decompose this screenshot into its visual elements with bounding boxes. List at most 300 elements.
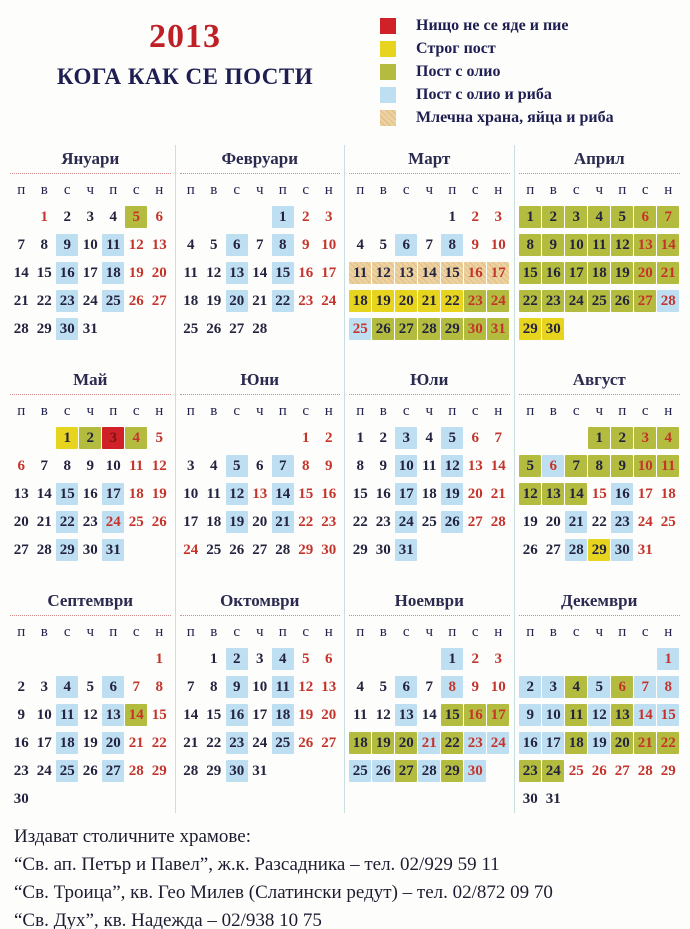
weekday-header: в (210, 182, 218, 198)
weekday-header-row (347, 180, 512, 200)
empty-cell (125, 648, 147, 670)
weekday-header: н (155, 403, 164, 419)
day-cell: 16 (611, 483, 633, 505)
day-cell: 25 (568, 763, 584, 779)
day-cell: 25 (206, 542, 222, 558)
day-cell: 7 (132, 679, 140, 695)
day-cell: 12 (206, 265, 222, 281)
day-cell: 24 (487, 732, 509, 754)
day-cell: 28 (490, 514, 506, 530)
day-cell: 3 (187, 458, 195, 474)
empty-cell (249, 206, 271, 228)
day-cell: 5 (379, 679, 387, 695)
day-cell: 18 (102, 262, 124, 284)
day-cell: 21 (13, 293, 29, 309)
day-cell: 8 (302, 458, 310, 474)
day-cell: 28 (183, 763, 199, 779)
empty-cell (226, 427, 248, 449)
weekday-header: н (324, 403, 333, 419)
day-cell: 11 (565, 704, 587, 726)
empty-cell (372, 648, 394, 670)
legend-item-fish (380, 85, 614, 104)
weekday-header: с (233, 182, 241, 198)
weekday-header: в (549, 182, 557, 198)
day-cell: 9 (519, 704, 541, 726)
weekday-header-row (8, 622, 173, 642)
oil-color-swatch (380, 64, 396, 80)
day-cell: 25 (349, 760, 371, 782)
day-cell: 18 (183, 293, 199, 309)
day-cell: 2 (302, 209, 310, 225)
day-cell: 14 (36, 486, 52, 502)
day-cell: 22 (298, 514, 314, 530)
day-cell: 11 (422, 458, 437, 474)
weekday-header: н (494, 182, 503, 198)
weekday-header: н (324, 182, 333, 198)
day-cell: 8 (657, 676, 679, 698)
day-cell: 13 (13, 486, 29, 502)
weekday-header: п (17, 182, 26, 198)
day-cell: 18 (128, 486, 144, 502)
month-name: Декември (519, 591, 681, 616)
day-cell: 27 (321, 735, 337, 751)
day-cell: 8 (40, 237, 48, 253)
day-cell: 19 (82, 735, 98, 751)
day-cell: 7 (256, 237, 264, 253)
weekday-header: с (572, 624, 580, 640)
weekday-header: с (402, 624, 410, 640)
day-cell: 10 (490, 237, 506, 253)
day-cell: 1 (210, 651, 218, 667)
weekday-header: н (155, 624, 164, 640)
day-cell: 22 (56, 511, 78, 533)
day-cell: 21 (490, 486, 506, 502)
day-cell: 30 (464, 318, 486, 340)
day-cell: 7 (187, 679, 195, 695)
weekday-header: п (618, 182, 627, 198)
weekday-header: с (402, 182, 410, 198)
month-7 (345, 366, 515, 587)
empty-cell (10, 206, 32, 228)
day-cell: 13 (611, 704, 633, 726)
day-cell: 4 (588, 206, 610, 228)
day-cell: 1 (302, 430, 310, 446)
day-cell: 27 (634, 290, 656, 312)
day-cell: 26 (151, 514, 167, 530)
day-cell: 14 (272, 483, 294, 505)
weekday-header-row (178, 401, 343, 421)
legend-item-dairy (380, 108, 614, 127)
day-cell: 24 (565, 290, 587, 312)
month-days (178, 645, 343, 785)
day-cell: 8 (155, 679, 163, 695)
weekday-header: с (63, 624, 71, 640)
day-cell: 29 (56, 539, 78, 561)
empty-cell (180, 206, 202, 228)
day-cell: 4 (109, 209, 117, 225)
day-cell: 28 (252, 321, 268, 337)
empty-cell (542, 648, 564, 670)
day-cell: 18 (565, 732, 587, 754)
weekday-header: п (186, 182, 195, 198)
day-cell: 27 (467, 514, 483, 530)
weekday-header-row (347, 622, 512, 642)
month-days (347, 645, 512, 785)
day-cell: 15 (206, 707, 222, 723)
empty-cell (565, 427, 587, 449)
day-cell: 15 (272, 262, 294, 284)
day-cell: 3 (494, 651, 502, 667)
day-cell: 23 (542, 290, 564, 312)
month-days (517, 424, 683, 564)
day-cell: 11 (56, 704, 78, 726)
day-cell: 2 (471, 651, 479, 667)
empty-cell (33, 648, 55, 670)
empty-cell (272, 427, 294, 449)
footer (0, 813, 690, 929)
weekday-header-row (517, 180, 683, 200)
month-days (347, 424, 512, 564)
day-cell: 5 (441, 427, 463, 449)
day-cell: 1 (441, 648, 463, 670)
day-cell: 15 (441, 262, 463, 284)
day-cell: 6 (471, 430, 479, 446)
day-cell: 6 (634, 206, 656, 228)
day-cell: 13 (467, 458, 483, 474)
day-cell: 15 (36, 265, 52, 281)
day-cell: 11 (353, 707, 368, 723)
day-cell: 4 (210, 458, 218, 474)
day-cell: 16 (464, 262, 486, 284)
weekday-header: п (356, 624, 365, 640)
day-cell: 6 (611, 676, 633, 698)
day-cell: 22 (272, 290, 294, 312)
day-cell: 26 (128, 293, 144, 309)
day-cell: 3 (494, 209, 502, 225)
month-name: Ноември (349, 591, 510, 616)
day-cell: 28 (418, 318, 440, 340)
month-name: Май (10, 370, 171, 395)
day-cell: 24 (36, 763, 52, 779)
day-cell: 13 (634, 234, 656, 256)
day-cell: 22 (657, 732, 679, 754)
day-cell: 12 (372, 262, 394, 284)
weekday-header-row (517, 401, 683, 421)
day-cell: 8 (272, 234, 294, 256)
month-12 (515, 587, 685, 813)
weekday-header: в (379, 624, 387, 640)
day-cell: 27 (395, 318, 417, 340)
day-cell: 19 (588, 732, 610, 754)
day-cell: 1 (56, 427, 78, 449)
day-cell: 15 (56, 483, 78, 505)
empty-cell (102, 648, 124, 670)
weekday-header: ч (86, 182, 95, 198)
weekday-header: п (109, 624, 118, 640)
day-cell: 6 (542, 455, 564, 477)
weekday-header: п (278, 182, 287, 198)
day-cell: 21 (565, 511, 587, 533)
day-cell: 30 (611, 539, 633, 561)
day-cell: 20 (395, 732, 417, 754)
weekday-header-row (8, 401, 173, 421)
weekday-header: с (572, 403, 580, 419)
weekday-header: ч (425, 182, 434, 198)
day-cell: 18 (349, 290, 371, 312)
day-cell: 12 (151, 458, 167, 474)
day-cell: 1 (588, 427, 610, 449)
day-cell: 15 (519, 262, 541, 284)
day-cell: 18 (660, 486, 676, 502)
weekday-header: с (641, 182, 649, 198)
day-cell: 12 (441, 455, 463, 477)
weekday-header: в (210, 403, 218, 419)
day-cell: 8 (356, 458, 364, 474)
fish-color-swatch (380, 87, 396, 103)
day-cell: 2 (611, 427, 633, 449)
day-cell: 10 (542, 704, 564, 726)
empty-cell (418, 206, 440, 228)
day-cell: 13 (226, 262, 248, 284)
legend-label: Млечна храна, яйца и риба (416, 108, 614, 126)
day-cell: 11 (206, 486, 221, 502)
weekday-header-row (8, 180, 173, 200)
day-cell: 19 (151, 486, 167, 502)
day-cell: 7 (565, 455, 587, 477)
day-cell: 16 (464, 704, 486, 726)
day-cell: 1 (272, 206, 294, 228)
month-name: Март (349, 149, 510, 174)
day-cell: 23 (321, 514, 337, 530)
day-cell: 12 (375, 707, 391, 723)
day-cell: 18 (421, 486, 437, 502)
day-cell: 28 (657, 290, 679, 312)
day-cell: 23 (519, 760, 541, 782)
day-cell: 23 (226, 732, 248, 754)
legend-label: Пост с олио и риба (416, 85, 552, 103)
empty-cell (349, 206, 371, 228)
empty-cell (372, 206, 394, 228)
day-cell: 27 (151, 293, 167, 309)
day-cell: 25 (56, 760, 78, 782)
weekday-header: п (17, 403, 26, 419)
empty-cell (519, 648, 541, 670)
month-days (8, 645, 173, 813)
weekday-header: п (448, 182, 457, 198)
day-cell: 15 (591, 486, 607, 502)
weekday-header: п (448, 403, 457, 419)
day-cell: 12 (82, 707, 98, 723)
day-cell: 22 (206, 735, 222, 751)
day-cell: 20 (545, 514, 561, 530)
dairy-color-swatch (380, 110, 396, 126)
day-cell: 2 (17, 679, 25, 695)
day-cell: 15 (352, 486, 368, 502)
weekday-header: с (641, 624, 649, 640)
day-cell: 7 (425, 237, 433, 253)
day-cell: 3 (40, 679, 48, 695)
empty-cell (519, 427, 541, 449)
month-1 (6, 145, 176, 366)
day-cell: 23 (611, 511, 633, 533)
day-cell: 14 (490, 458, 506, 474)
day-cell: 24 (82, 293, 98, 309)
empty-cell (418, 648, 440, 670)
day-cell: 25 (421, 514, 437, 530)
day-cell: 19 (226, 511, 248, 533)
weekday-header: ч (255, 624, 264, 640)
weekday-header: с (402, 403, 410, 419)
day-cell: 6 (17, 458, 25, 474)
day-cell: 21 (418, 732, 440, 754)
day-cell: 21 (128, 735, 144, 751)
day-cell: 18 (206, 514, 222, 530)
day-cell: 14 (183, 707, 199, 723)
title-block (0, 12, 380, 131)
day-cell: 4 (272, 648, 294, 670)
day-cell: 14 (634, 704, 656, 726)
month-name: Октомври (180, 591, 341, 616)
day-cell: 21 (36, 514, 52, 530)
day-cell: 23 (298, 293, 314, 309)
day-cell: 22 (36, 293, 52, 309)
day-cell: 5 (588, 676, 610, 698)
day-cell: 11 (588, 234, 610, 256)
day-cell: 28 (128, 763, 144, 779)
day-cell: 17 (487, 704, 509, 726)
day-cell: 20 (634, 262, 656, 284)
day-cell: 15 (657, 704, 679, 726)
day-cell: 15 (441, 704, 463, 726)
day-cell: 9 (471, 237, 479, 253)
day-cell: 20 (102, 732, 124, 754)
month-days (517, 645, 683, 813)
day-cell: 1 (657, 648, 679, 670)
weekday-header: с (641, 403, 649, 419)
day-cell: 18 (349, 732, 371, 754)
day-cell: 5 (302, 651, 310, 667)
day-cell: 9 (379, 458, 387, 474)
footer-church-line-1: “Св. ап. Петър и Павел”, ж.к. Разсадника – тел. 02/929 59 11 (14, 854, 500, 875)
day-cell: 21 (634, 732, 656, 754)
day-cell: 4 (657, 427, 679, 449)
day-cell: 25 (128, 514, 144, 530)
day-cell: 31 (252, 763, 268, 779)
day-cell: 5 (86, 679, 94, 695)
day-cell: 3 (542, 676, 564, 698)
day-cell: 15 (151, 707, 167, 723)
day-cell: 12 (226, 483, 248, 505)
day-cell: 2 (519, 676, 541, 698)
day-cell: 17 (565, 262, 587, 284)
empty-cell (395, 206, 417, 228)
day-cell: 27 (252, 542, 268, 558)
day-cell: 8 (588, 455, 610, 477)
day-cell: 15 (298, 486, 314, 502)
day-cell: 10 (395, 455, 417, 477)
day-cell: 3 (256, 651, 264, 667)
weekday-header: с (572, 182, 580, 198)
day-cell: 17 (252, 707, 268, 723)
day-cell: 24 (252, 735, 268, 751)
weekday-header: п (109, 182, 118, 198)
weekday-header: с (471, 182, 479, 198)
day-cell: 13 (151, 237, 167, 253)
weekday-header: н (664, 182, 673, 198)
empty-cell (395, 648, 417, 670)
empty-cell (180, 648, 202, 670)
day-cell: 4 (56, 676, 78, 698)
day-cell: 24 (183, 542, 199, 558)
day-cell: 10 (252, 679, 268, 695)
day-cell: 28 (565, 539, 587, 561)
day-cell: 30 (542, 318, 564, 340)
weekday-header: п (186, 624, 195, 640)
weekday-header: в (40, 403, 48, 419)
day-cell: 29 (298, 542, 314, 558)
weekday-header: п (526, 403, 535, 419)
footer-church-line-2: “Св. Троица”, кв. Гео Милев (Слатински редут) – тел. 02/872 09 70 (14, 882, 553, 903)
day-cell: 27 (614, 763, 630, 779)
day-cell: 10 (183, 486, 199, 502)
day-cell: 5 (155, 430, 163, 446)
day-cell: 26 (82, 763, 98, 779)
day-cell: 7 (17, 237, 25, 253)
day-cell: 26 (611, 290, 633, 312)
weekday-header: п (526, 624, 535, 640)
day-cell: 1 (519, 206, 541, 228)
weekday-header: п (109, 403, 118, 419)
day-cell: 30 (56, 318, 78, 340)
day-cell: 30 (522, 791, 538, 807)
day-cell: 19 (372, 732, 394, 754)
day-cell: 24 (487, 290, 509, 312)
day-cell: 10 (565, 234, 587, 256)
weekday-header: п (356, 182, 365, 198)
month-10 (176, 587, 346, 813)
day-cell: 3 (395, 427, 417, 449)
day-cell: 17 (637, 486, 653, 502)
page-title: КОГА КАК СЕ ПОСТИ (56, 64, 314, 89)
day-cell: 30 (13, 791, 29, 807)
day-cell: 29 (588, 539, 610, 561)
day-cell: 17 (102, 483, 124, 505)
day-cell: 17 (82, 265, 98, 281)
day-cell: 27 (229, 321, 245, 337)
month-days (347, 203, 512, 343)
day-cell: 28 (275, 542, 291, 558)
day-cell: 28 (13, 321, 29, 337)
day-cell: 28 (418, 760, 440, 782)
day-cell: 7 (634, 676, 656, 698)
day-cell: 10 (82, 237, 98, 253)
day-cell: 4 (125, 427, 147, 449)
day-cell: 2 (542, 206, 564, 228)
weekday-header: с (471, 403, 479, 419)
month-days (517, 203, 683, 343)
day-cell: 27 (102, 760, 124, 782)
day-cell: 22 (151, 735, 167, 751)
day-cell: 6 (395, 676, 417, 698)
day-cell: 2 (226, 648, 248, 670)
weekday-header: с (132, 624, 140, 640)
weekday-header: н (324, 624, 333, 640)
day-cell: 26 (372, 760, 394, 782)
empty-cell (249, 427, 271, 449)
month-name: Февруари (180, 149, 341, 174)
day-cell: 21 (418, 290, 440, 312)
day-cell: 5 (611, 206, 633, 228)
